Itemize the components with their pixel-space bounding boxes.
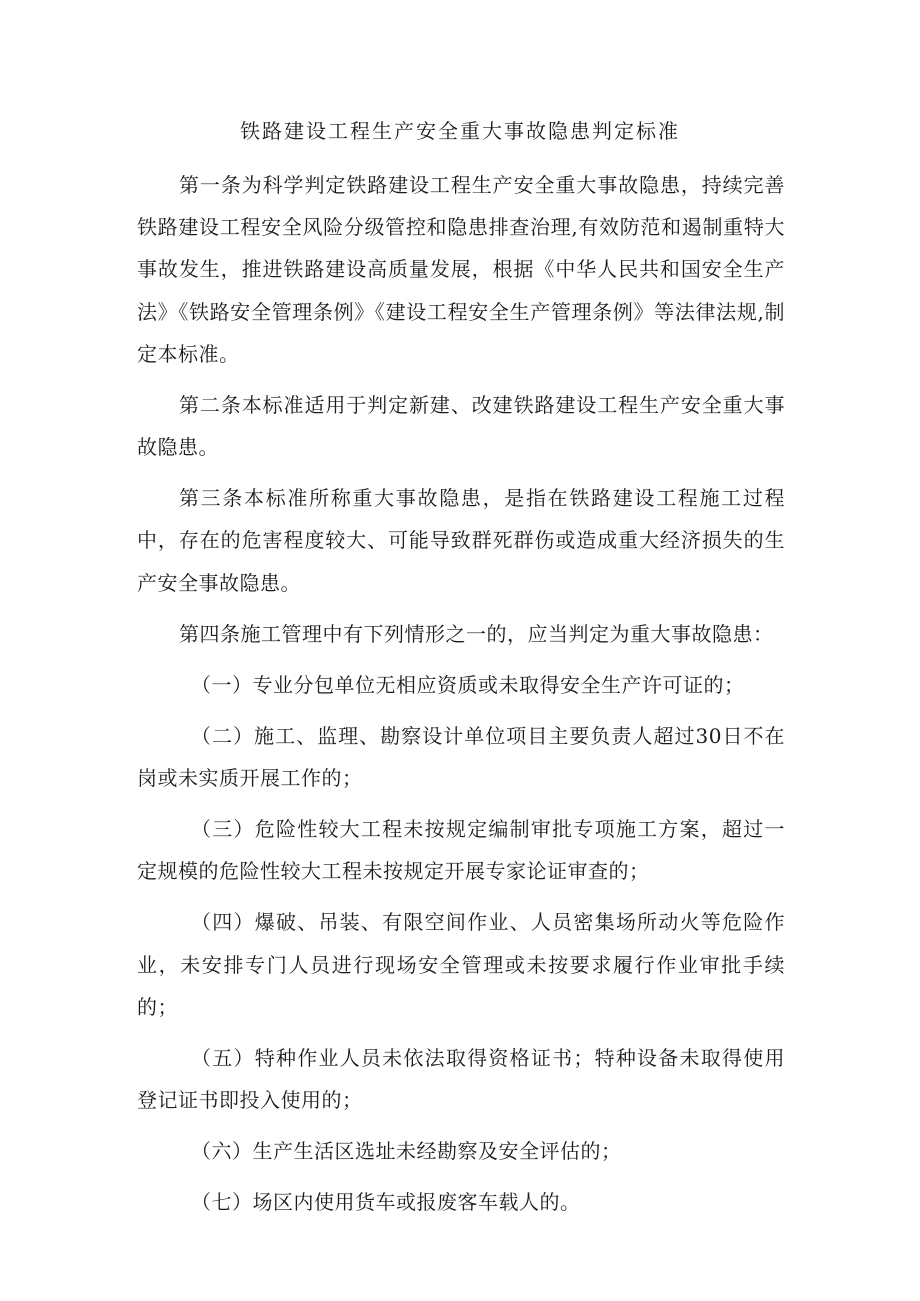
article-4: 第四条施工管理中有下列情形之一的，应当判定为重大事故隐患： [179, 621, 774, 646]
document-body [137, 164, 785, 1232]
article-1: 第一条为科学判定铁路建设工程生产安全重大事故隐患，持续完善铁路建设工程安全风险分级管控和隐患排查治理,有效防范和遏制重特大事故发生，推进铁路建设高质量发展，根据《中华人民共和国安全生产法》《铁路安全管理条例》《建设工程安全生产管理条例》等法律法规,制定本标准。 [137, 173, 785, 366]
list-item: （二）施工、监理、勘察设计单位项目主要负责人超过30日不在岗或未实质开展工作的； [137, 723, 785, 791]
list-item: （四）爆破、吊装、有限空间作业、人员密集场所动火等危险作业，未安排专门人员进行现场安全管理或未按要求履行作业审批手续的； [137, 910, 785, 1019]
list-item: （三）危险性较大工程未按规定编制审批专项施工方案，超过一定规模的危险性较大工程未按规定开展专家论证审查的； [137, 817, 785, 884]
list-item: （七）场区内使用货车或报废客车载人的。 [191, 1190, 581, 1215]
document-title: 铁路建设工程生产安全重大事故隐患判定标准 [240, 119, 680, 143]
article-2: 第二条本标准适用于判定新建、改建铁路建设工程生产安全重大事故隐患。 [137, 392, 785, 460]
article-3: 第三条本标准所称重大事故隐患，是指在铁路建设工程施工过程中，存在的危害程度较大、可能导致群死群伤或造成重大经济损失的生产安全事故隐患。 [137, 486, 785, 595]
list-item: （六）生产生活区选址未经勘察及安全评估的； [191, 1139, 622, 1164]
list-item: （一）专业分包单位无相应资质或未取得安全生产许可证的； [191, 672, 745, 697]
list-item: （五）特种作业人员未依法取得资格证书；特种设备未取得使用登记证书即投入使用的； [137, 1045, 785, 1113]
